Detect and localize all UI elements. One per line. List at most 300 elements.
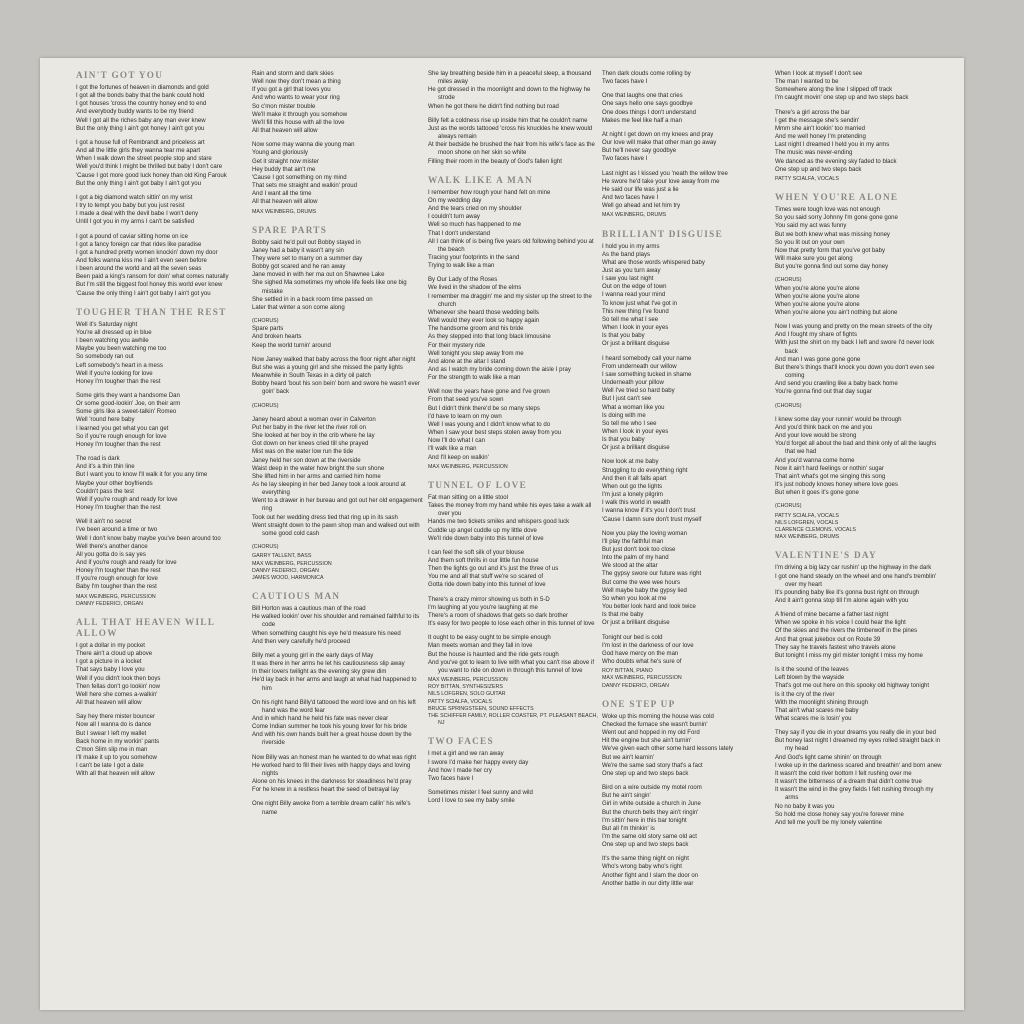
lyric-line: And who wants to wear your ring: [252, 95, 340, 102]
lyric-line: So you said sorry Johnny I'm gone gone gone: [775, 215, 898, 222]
lyric-line: Who's wrong baby who's right: [602, 864, 682, 871]
lyric-line: She sighed Ma sometimes my whole life feels like one big mistake: [252, 280, 407, 295]
lyric-line: Woke up this morning the house was cold: [602, 713, 714, 720]
lyric-line: Hit the engine but she ain't turnin': [602, 738, 692, 745]
lyrics-column-5: [775, 70, 947, 836]
lyric-line: But tonight I miss my girl mister tonight I miss my home: [775, 652, 923, 659]
credit-line: MAX WEINBERG, DRUMS: [602, 212, 667, 219]
lyric-line: What are those words whispered baby: [602, 259, 705, 266]
lyric-line: Sometimes mister I feel sunny and wild: [428, 790, 533, 797]
lyric-line: But I want you to know I'll walk it for you any time: [76, 472, 208, 479]
lyric-line: But honey last night I dreamed my eyes rolled straight back in my head: [775, 738, 941, 753]
song-block: [76, 70, 248, 298]
lyric-line: Now it ain't hard feelings or nothin' sugar: [775, 465, 884, 472]
lyric-line: But you're gonna find out some day honey: [775, 264, 889, 271]
lyric-line: One night Billy awoke from a terrible dream callin' his wife's name: [252, 801, 411, 816]
lyric-line: I got a house full of Rembrandt and priceless art: [76, 139, 205, 146]
lyric-line: The handsome groom and his bride: [428, 326, 524, 333]
lyric-line: I remember how rough your hand felt on mine: [428, 189, 551, 196]
lyric-line: But he ain't singin': [602, 793, 651, 800]
lyric-line: He swore he'd take your love away from me: [602, 178, 720, 185]
credit-line: CLARENCE CLEMONS, VOCALS: [775, 526, 856, 533]
lyric-line: Put her baby in the river let the river roll on: [252, 424, 366, 431]
lyric-line: There's a room of shadows that gets so dark brother: [428, 612, 568, 619]
lyric-line: All I can think of is being five years old following behind you at the beach: [428, 238, 594, 253]
lyric-line: Girl in white outside a church in June: [602, 801, 701, 808]
lyric-line: When I walk down the street people stop and stare: [76, 156, 212, 163]
chorus-marker: (CHORUS): [252, 544, 279, 551]
chorus-marker: (CHORUS): [252, 402, 279, 409]
lyric-line: And I fought my share of fights: [775, 332, 858, 339]
lyric-line: And you'd wanna come home: [775, 457, 855, 464]
credit-line: ROY BITTAN, PIANO: [602, 668, 653, 675]
lyric-line: 'Cause the only thing I ain't got baby I ain't got you: [76, 290, 211, 297]
lyric-line: Rain and storm and dark skies: [252, 71, 334, 77]
lyric-line: Underneath your pillow: [602, 380, 664, 387]
lyric-line: They were set to marry on a summer day: [252, 256, 363, 263]
lyric-line: We've given each other some hard lessons lately: [602, 746, 734, 753]
credit-line: DANNY FEDERICI, ORGAN: [76, 600, 144, 607]
lyric-line: This new thing I've found: [602, 308, 669, 315]
lyric-line: Well it ain't no secret: [76, 519, 132, 526]
lyric-line: That ain't what scares me baby: [775, 707, 859, 714]
lyric-line: Hands me two tickets smiles and whispers good luck: [428, 519, 570, 526]
lyric-line: So you lit out on your own: [775, 239, 845, 246]
song-block: [775, 550, 947, 827]
credits: [76, 594, 248, 608]
lyric-line: I'm laughing at you you're laughing at me: [428, 604, 538, 611]
lyric-line: Trying to walk like a man: [428, 263, 495, 270]
lyric-line: Honey I'm tougher than the rest: [76, 378, 161, 385]
lyric-line: It wasn't the wind in the grey fields I felt rushing through my arms: [775, 787, 934, 802]
lyric-line: Well if you didn't look then boys: [76, 675, 161, 682]
lyric-line: Jane moved in with her ma out on Shawnee Lake: [252, 272, 385, 279]
lyric-line: Or just a brilliant disguise: [602, 445, 670, 452]
song-title: WALK LIKE A MAN: [428, 174, 534, 185]
credits: [428, 464, 600, 471]
song-block: [602, 699, 774, 888]
lyric-line: To know just what I've got in: [602, 300, 678, 307]
lyric-line: He worked hard to fill their lives with happy days and loving nights: [252, 762, 411, 777]
lyric-line: Into the palm of my hand: [602, 555, 669, 562]
credit-line: PATTY SCIALFA, VOCALS: [775, 175, 839, 182]
lyric-line: Out on the edge of town: [602, 284, 667, 291]
song-block: [775, 192, 947, 541]
lyric-line: Filling their room in the beauty of God's fallen light: [428, 158, 562, 165]
credit-line: PATTY SCIALFA, VOCALS: [775, 512, 839, 519]
lyric-line: The man I wanted to be: [775, 79, 839, 86]
lyric-line: It wasn't the bitterness of a dream that didn't come true: [775, 779, 922, 786]
song-title: WHEN YOU'RE ALONE: [775, 192, 899, 203]
lyric-line: I knew some day your runnin' would be through: [775, 416, 902, 423]
lyric-line: But she was a young girl and she missed the party lights: [252, 364, 403, 371]
song-title: VALENTINE'S DAY: [775, 550, 877, 561]
lyric-line: Two faces have I: [602, 156, 648, 163]
lyric-line: She lifted him in her arms and carried him home: [252, 473, 381, 480]
lyric-line: By Our Lady of the Roses: [428, 277, 498, 284]
lyric-line: Or some good-lookin' Joe, on their arm: [76, 401, 181, 408]
lyric-line: She settled in in a back room time passed on: [252, 296, 373, 303]
lyric-line: I get the message she's sendin': [775, 117, 860, 124]
lyric-line: And I want all the time: [252, 191, 312, 198]
lyric-line: Well would they ever look so happy again: [428, 318, 540, 325]
lyric-line: I'll make it up to you somehow: [76, 755, 157, 762]
lyric-line: Somewhere along the line I slipped off track: [775, 87, 893, 94]
song-block: [428, 480, 600, 728]
lyric-line: There ain't a cloud up above: [76, 651, 153, 658]
lyric-line: But when it goes it's gone gone: [775, 490, 859, 497]
lyrics-column-3: [428, 70, 600, 814]
lyric-line: When I saw your best steps stolen away from you: [428, 430, 562, 437]
lyric-line: Now you play the loving woman: [602, 530, 688, 537]
lyric-line: And if you're rough and ready for love: [76, 559, 177, 566]
lyric-line: Left blown by the wayside: [775, 675, 845, 682]
lyric-line: And as I watch my bride coming down the aisle I pray: [428, 367, 571, 373]
lyric-line: I got the fortunes of heaven in diamonds and gold: [76, 85, 209, 91]
lyric-line: Some girls like a sweet-talkin' Romeo: [76, 409, 177, 416]
lyric-line: With all that heaven will allow: [76, 771, 155, 778]
lyric-line: Tracing your footprints in the sand: [428, 254, 520, 261]
credit-line: GARRY TALLENT, BASS: [252, 553, 312, 560]
lyric-line: Left somebody's heart in a mess: [76, 362, 163, 369]
lyric-line: The gypsy swore our future was right: [602, 571, 702, 578]
lyric-line: Now that pretty form that you've got baby: [775, 247, 886, 254]
song-block: [76, 617, 248, 779]
lyric-line: C'mon Slim slip me in man: [76, 746, 148, 753]
lyric-line: Maybe your other boyfriends: [76, 480, 153, 487]
lyric-line: Whenever she heard those wedding bells: [428, 309, 539, 316]
lyric-line: Now all I wanna do is dance: [76, 722, 152, 729]
lyric-line: And them soft thrills in our little fun house: [428, 558, 539, 565]
lyric-line: Get it straight now mister: [252, 158, 319, 165]
lyric-line: So tell me who I see: [602, 420, 657, 427]
lyric-line: Honey I'm tougher than the rest: [76, 505, 161, 512]
credits: [775, 513, 947, 542]
lyric-line: They say if you die in your dreams you really die in your bed: [775, 730, 936, 737]
lyric-line: I got a big diamond watch sittin' on my wrist: [76, 194, 193, 201]
lyric-line: I got a picture in a locket: [76, 659, 142, 666]
lyric-line: She looked at her boy in the crib where he lay: [252, 433, 375, 440]
lyric-line: We stood at the altar: [602, 563, 658, 570]
lyric-line: And you've got to learn to live with what you can't rise above if you want to ride on down in through this tunnel of love: [428, 659, 595, 674]
lyric-line: 'Cause I got something on my mind: [252, 174, 347, 181]
lyrics-column-2: [252, 70, 424, 826]
lyric-line: Who doubts what he's sure of: [602, 659, 682, 666]
lyric-line: God have mercy on the man: [602, 650, 679, 657]
lyric-line: We lived in the shadow of the elms: [428, 285, 522, 292]
lyric-line: Bobby said he'd pull out Bobby stayed in: [252, 239, 361, 246]
lyric-line: But I swear I left my wallet: [76, 730, 147, 737]
lyric-line: It's pounding baby like it's gonna bust right on through: [775, 589, 920, 596]
lyric-line: Come Indian summer he took his young lover for his bride: [252, 724, 407, 731]
lyric-line: I been watching you awhile: [76, 338, 149, 345]
lyric-line: What scares me is losin' you: [775, 716, 852, 722]
lyric-line: Well it's Saturday night: [76, 321, 138, 328]
lyrics-column-1: [76, 70, 248, 788]
song-title: BRILLIANT DISGUISE: [602, 228, 724, 239]
lyric-line: Now I was young and pretty on the mean streets of the city: [775, 324, 933, 331]
lyric-line: At night I get down on my knees and pray: [602, 131, 714, 138]
lyric-line: Checked the furnace she wasn't burnin': [602, 721, 708, 728]
lyric-line: Just as the words tattooed 'cross his knuckles he knew would always remain: [428, 125, 593, 141]
lyric-line: Bobby heard 'bout his son bein' born and swore he wasn't ever goin' back: [252, 381, 420, 396]
lyric-line: But I'm still the biggest fool honey this world ever knew: [76, 282, 223, 289]
credits: [252, 209, 424, 216]
lyric-line: But just don't look too close: [602, 547, 676, 554]
lyric-line: Back home in my workin' pants: [76, 738, 160, 745]
lyric-line: Well I don't know baby maybe you've been around too: [76, 535, 221, 542]
lyric-line: Well now they don't mean a thing: [252, 79, 341, 86]
lyric-line: We're the same sad story that's a fact: [602, 762, 703, 769]
lyric-line: Fat man sitting on a little stool: [428, 494, 508, 501]
song-block: [428, 175, 600, 471]
lyric-line: And then it all falls apart: [602, 475, 667, 482]
lyric-line: Janey had a baby it wasn't any sin: [252, 247, 344, 254]
lyric-line: Or just a brilliant disguise: [602, 341, 670, 348]
lyric-line: And two faces have I: [602, 195, 659, 202]
credit-line: ROY BITTAN, SYNTHESIZERS: [428, 684, 503, 691]
song-block: [76, 307, 248, 608]
lyric-line: The road is dark: [76, 456, 120, 463]
lyric-line: Now look at me baby: [602, 459, 659, 466]
lyric-line: So when you look at me: [602, 595, 667, 602]
lyric-line: One step up and two steps back: [602, 770, 689, 777]
lyric-line: When you're alone you ain't nothing but alone: [775, 310, 898, 316]
lyric-line: And then very carefully he'd proceed: [252, 638, 350, 645]
lyric-line: And man I was gone gone gone: [775, 356, 861, 363]
lyric-line: He said our life was just a lie: [602, 186, 679, 193]
lyric-line: But the house is haunted and the ride gets rough: [428, 651, 559, 658]
lyric-line: It's easy for two people to lose each other in this tunnel of love: [428, 621, 595, 628]
lyric-line: So somebody ran out: [76, 354, 134, 361]
lyric-line: 'Cause I damn sure don't trust myself: [602, 516, 702, 523]
lyric-line: And I'll keep on walkin': [428, 454, 489, 461]
lyric-line: Honey I'm tougher than the rest: [76, 568, 161, 575]
song-block: [252, 225, 424, 582]
lyric-line: But there's things that'll knock you down you don't even see coming: [775, 364, 935, 380]
lyric-line: I saw you last night: [602, 276, 654, 283]
lyric-line: I got a fancy foreign car that rides like paradise: [76, 241, 202, 248]
lyric-line: Then fellas don't go lookin' now: [76, 683, 160, 690]
lyric-line: When I look in your eyes: [602, 428, 669, 435]
chorus-marker: (CHORUS): [775, 503, 802, 510]
lyric-line: I'll walk like a man: [428, 446, 477, 453]
lyric-line: Now Billy was an honest man he wanted to do what was right: [252, 754, 417, 761]
lyric-line: I swore I'd make her happy every day: [428, 759, 529, 766]
lyric-line: He walked lookin' over his shoulder and remained faithful to its code: [252, 614, 420, 629]
lyric-line: I been around the world and all the seven seas: [76, 266, 202, 273]
song-block: [775, 70, 947, 183]
lyric-line: Well 'round here baby: [76, 417, 135, 424]
song-title: ALL THAT HEAVEN WILL ALLOW: [76, 617, 215, 638]
lyric-line: I can feel the soft silk of your blouse: [428, 549, 525, 556]
lyric-line: I got a hundred pretty women knockin' down my door: [76, 249, 218, 256]
lyric-line: There's a crazy mirror showing us both in 5-D: [428, 596, 550, 603]
chorus-marker: (CHORUS): [775, 277, 802, 284]
lyric-line: Young and gloriously: [252, 150, 308, 157]
lyric-line: As he lay sleeping in her bed Janey took a look around at everything: [252, 482, 406, 497]
lyric-line: At their bedside he brushed the hair from his wife's face as the moon shone on her skin so white: [428, 142, 595, 157]
lyric-line: You're all dressed up in blue: [76, 329, 152, 336]
lyric-line: On his right hand Billy'd tattooed the word love and on his left hand was the word fear: [252, 699, 416, 714]
lyric-line: I wanna know if it's you I don't trust: [602, 508, 696, 515]
lyric-line: But we both knew what was missing honey: [775, 231, 890, 238]
lyric-line: One step up and two steps back: [775, 166, 862, 173]
lyric-line: Last night as I kissed you 'neath the willow tree: [602, 170, 728, 177]
lyric-line: I met a girl and we ran away: [428, 751, 504, 758]
lyric-line: So c'mon mister trouble: [252, 103, 316, 110]
credit-line: MAX WEINBERG, DRUMS: [252, 208, 317, 215]
lyric-line: And in which hand he held his fate was never clear: [252, 716, 389, 722]
lyric-line: Cuddle up angel cuddle up my little dove: [428, 527, 537, 534]
lyric-line: Meanwhile in South Texas in a dirty oil patch: [252, 373, 371, 380]
lyric-line: Well go ahead and let him try: [602, 203, 681, 210]
song-block: [428, 70, 600, 166]
lyric-line: I walk this world in wealth: [602, 500, 671, 507]
lyric-line: Well now the years have gone and I've grown: [428, 389, 550, 396]
lyric-line: Mmm she ain't lookin' too married: [775, 125, 866, 132]
lyric-line: They say he travels fastest who travels alone: [775, 644, 896, 651]
credit-line: DANNY FEDERICI, ORGAN: [602, 682, 670, 689]
lyric-line: And send you crawling like a baby back home: [775, 381, 898, 388]
lyric-line: Last night I dreamed I held you in my arms: [775, 142, 890, 149]
lyric-line: Spare parts: [252, 326, 284, 333]
song-block: [602, 229, 774, 690]
lyric-line: Well so much has happened to me: [428, 222, 521, 229]
lyric-line: All you gotta do is say yes: [76, 551, 146, 558]
credit-line: MAX WEINBERG, PERCUSSION: [428, 677, 508, 684]
lyric-line: When out go the lights: [602, 483, 663, 490]
song-title: AIN'T GOT YOU: [76, 70, 164, 80]
lyric-line: There's a girl across the bar: [775, 109, 850, 116]
lyric-line: And folks wanna kiss me I ain't even seen before: [76, 257, 207, 264]
lyric-line: It ought to be easy ought to be simple enough: [428, 635, 551, 642]
song-title: TUNNEL OF LOVE: [428, 479, 528, 490]
lyric-line: The music was never-ending: [775, 150, 853, 157]
lyric-line: Well I was young and I didn't know what to do: [428, 421, 551, 428]
lyric-line: I've been around a time or two: [76, 527, 158, 534]
lyric-line: But the only thing I ain't got baby I ain't got you: [76, 180, 202, 187]
lyric-line: Say hey there mister bouncer: [76, 714, 155, 721]
lyric-line: When you're alone you're alone: [775, 293, 860, 300]
lyric-line: Will make sure you get along: [775, 256, 853, 263]
lyric-line: Another battle in our dirty little war: [602, 880, 694, 887]
chorus-marker: (CHORUS): [252, 318, 279, 325]
lyric-line: I saw something tucked in shame: [602, 371, 692, 378]
lyric-line: Keep the world turnin' around: [252, 342, 331, 349]
lyric-line: Some girls they want a handsome Dan: [76, 393, 180, 399]
lyric-line: Lord I love to see my baby smile: [428, 798, 515, 805]
lyric-line: I wanna read your mind: [602, 292, 666, 299]
lyric-line: I got a dollar in my pocket: [76, 643, 145, 649]
lyric-line: Now some may wanna die young man: [252, 142, 355, 149]
credit-line: MAX WEINBERG, DRUMS: [775, 534, 840, 541]
lyric-line: Bird on a wire outside my motel room: [602, 785, 702, 792]
lyric-line: Well I've tried so hard baby: [602, 388, 675, 395]
lyric-line: Of the skies and the rivers the timberwolf in the pines: [775, 628, 918, 635]
lyric-line: And alone at the altar I stand: [428, 358, 506, 365]
lyric-line: Well maybe baby the gypsy lied: [602, 587, 687, 594]
lyric-line: When we spoke in his voice I could hear the light: [775, 620, 906, 627]
song-block: [252, 591, 424, 817]
lyric-line: I remember ma draggin' me and my sister up the street to the church: [428, 293, 592, 308]
lyric-line: We danced as the evening sky faded to black: [775, 158, 897, 165]
lyric-line: A friend of mine became a father last night: [775, 612, 889, 619]
lyric-line: Then the lights go out and it's just the three of us: [428, 566, 559, 573]
lyric-line: But I just can't see: [602, 396, 652, 403]
lyric-line: Billy met a young girl in the early days of May: [252, 652, 374, 659]
song-title: ONE STEP UP: [602, 698, 676, 709]
lyric-line: Well here she comes a-walkin': [76, 691, 158, 698]
lyric-line: I learned you get what you can get: [76, 425, 169, 432]
lyric-line: And it's a thin thin line: [76, 464, 135, 471]
lyric-line: No no baby it was you: [775, 803, 835, 810]
lyric-line: I made a deal with the devil babe I won't deny: [76, 211, 199, 218]
lyric-line: It's just nobody knows honey where love goes: [775, 482, 898, 489]
song-block: [602, 70, 774, 220]
lyric-line: And me well honey I'm pretending: [775, 134, 866, 141]
lyric-line: Man meets woman and they fall in love: [428, 643, 533, 650]
lyric-line: That I don't understand: [428, 230, 491, 237]
lyric-line: Janey heard about a woman over in Calverton: [252, 416, 376, 423]
lyric-line: One does things I don't understand: [602, 109, 696, 116]
lyric-line: When he got there he didn't find nothing but road: [428, 103, 559, 110]
song-title: TOUGHER THAN THE REST: [76, 306, 227, 317]
lyric-line: And your love would be strong: [775, 433, 857, 440]
lyric-line: I got a pound of caviar sitting home on ice: [76, 233, 188, 240]
lyric-line: Waist deep in the water how bright the sun shone: [252, 465, 385, 472]
lyric-line: That says baby I love you: [76, 667, 145, 674]
lyric-line: Another fight and I slam the door on: [602, 872, 699, 879]
credit-line: BRUCE SPRINGSTEEN, SOUND EFFECTS: [428, 705, 534, 712]
lyric-line: One says hello one says goodbye: [602, 101, 693, 108]
song-title: SPARE PARTS: [252, 224, 328, 235]
credits: [428, 677, 600, 727]
lyric-line: And broken hearts: [252, 334, 302, 341]
lyric-line: On my wedding day: [428, 197, 482, 204]
lyric-line: And all the little girls they wanna tear me apart: [76, 148, 201, 155]
lyric-line: You better look hard and look twice: [602, 604, 696, 611]
lyric-line: Baby I'm tougher than the rest: [76, 584, 157, 591]
lyric-line: For the strength to walk like a man: [428, 375, 521, 382]
lyric-line: If you got a girl that loves you: [252, 87, 331, 94]
lyric-line: Tonight our bed is cold: [602, 634, 663, 641]
lyric-line: That sets me straight and walkin' proud: [252, 183, 358, 190]
lyric-line: Makes me feel like half a man: [602, 117, 682, 124]
lyric-line: Gotta ride down baby into this tunnel of love: [428, 582, 546, 589]
lyric-line: He got dressed in the moonlight and down to the highway he strode: [428, 87, 591, 102]
lyric-line: From underneath our willow: [602, 363, 677, 370]
lyric-line: We'll fill this house with all the love: [252, 119, 345, 126]
lyric-line: Honey I'm tougher than the rest: [76, 441, 161, 448]
lyric-line: But all I'm thinkin' is: [602, 825, 655, 832]
lyric-line: Just as you turn away: [602, 268, 661, 275]
lyric-line: And God's light came shinin' on through: [775, 754, 882, 761]
chorus-marker: (CHORUS): [775, 402, 802, 409]
lyric-line: We'll ride down baby into this tunnel of love: [428, 535, 544, 542]
lyric-line: Well there's another dance: [76, 543, 148, 550]
lyric-line: It's the same thing night on night: [602, 856, 689, 863]
lyric-line: Took out her wedding dress tied that ring up in its sash: [252, 514, 398, 521]
credits: [252, 553, 424, 582]
lyric-line: And that great jukebox out on Route 39: [775, 636, 881, 643]
lyric-line: But the only thing I ain't got honey I ain't got you: [76, 125, 205, 132]
lyric-line: 'Cause I got more good luck honey than old King Farouk: [76, 172, 227, 179]
lyric-line: I'm lost in the darkness of our love: [602, 642, 694, 649]
lyric-line: All that heaven will allow: [252, 199, 318, 206]
lyric-line: Went out and hopped in my old Ford: [602, 730, 700, 737]
lyric-line: When I look in your eyes: [602, 325, 669, 332]
